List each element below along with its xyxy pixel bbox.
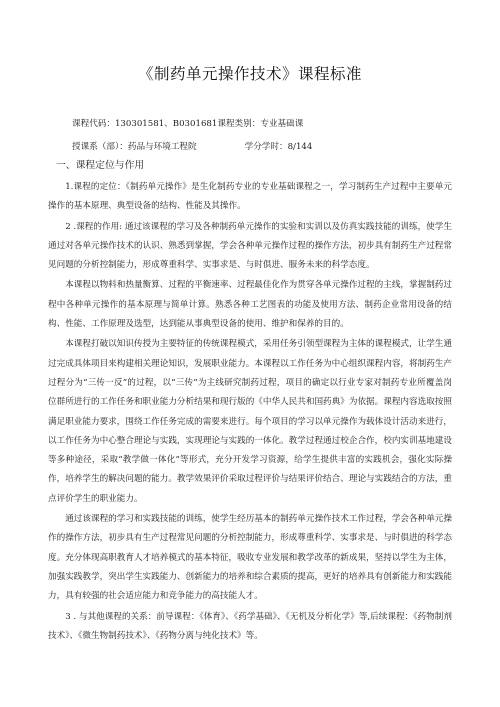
paragraph-related-courses: 3 . 与其他课程的关系：前导课程：《体育》、《药学基础》、《无机及分析化学》等,后续课程：《药物制剂技术》、《微生物制药技术》、《药物分离与纯化技术》等。 [48, 611, 452, 641]
paragraph-course-mode: 本课程打破以知识传授为主要特征的传统课程模式，采用任务引领型课程为主体的课程模式，让学生通过完成具体项目来构建相关理论知识，发展职业能力。本课程以工作任务为中心组织课程内容，将制药生产过程分为“三传一反”的过程，以“三传”为主线研究制药过程，项目的确定以行业专家对制药专业所覆盖岗位群所进行的工作任务和职业能力分析结果和现行版的《中华人民共和国药典》为依据。课程内容选取按照满足职业能力要求，围绕工作任务完成的需要来进行。每个项目的学习以单元操作为载体设计活动来进行，以工作任务为中心整合理论与实践，实现理论与实践的一体化。教学过程通过校企合作，校内实训基地建设等多种途径，采取“教学做一体化”等形式，充分开发学习资源，给学生提供丰富的实践机会，强化实际操作，培养学生的解决问题的能力。教学效果评价采取过程评价与结果评价结合、理论与实践结合的方法，重点评价学生的职业能力。 [48, 339, 452, 504]
department-credit-line [72, 140, 312, 152]
section-heading: 一、课程定位与作用 [56, 160, 145, 171]
credit-hours-text: 学分学时：8/144 [244, 142, 313, 152]
paragraph-course-function: 2 .课程的作用: 通过该课程的学习及各种制药单元操作的实验和实训以及仿真实践技能的训练，使学生通过对各单元操作技术的认识、熟悉到掌握，学会各种单元操作过程的操作方法，初步具有制药生产过程常见问题的分析控制能力，形成尊重科学、实事求是、与时俱进、服务未来的科学态度。 [48, 221, 452, 271]
document-title: 《制药单元操作技术》课程标准 [137, 65, 362, 83]
paragraph-course-mainline: 本课程以物料和热量衡算、过程的平衡速率、过程最佳化作为贯穿各单元操作过程的主线，掌握制药过程中各种单元操作的基本原理与简单计算。熟悉各种工艺图表的功能及使用方法、制药企业常用设备的结构、性能、工作原理及选型，达到能从事典型设备的使用、维护和保养的目的。 [48, 280, 452, 330]
course-code-line: 课程代码：130301581、B0301681课程类别：专业基础课 [72, 119, 304, 129]
department-text: 授课系（部）：药品与环境工程院 [72, 142, 197, 152]
document-body [48, 178, 452, 646]
paragraph-course-positioning: 1.课程的定位：《制药单元操作》是生化制药专业的专业基础课程之一，学习制药生产过程中主要单元操作的基本原理、典型设备的结构、性能及其操作。 [48, 182, 452, 212]
paragraph-course-outcome: 通过该课程的学习和实践技能的训练，使学生经历基本的制药单元操作技术工作过程，学会各种单元操作的操作方法，初步具有生产过程常见问题的分析控制能力，形成尊重科学、实事求是、与时俱进的科学态度。充分体现高职教育人才培养模式的基本特征，吸收专业发展和教学改革的新成果，坚持以学生为主体，加强实践教学，突出学生实践能力、创新能力的培养和综合素质的提高，更好的培养具有创新能力和实践能力，具有较强的社会适应能力和竞争能力的高技能人才。 [48, 514, 452, 602]
